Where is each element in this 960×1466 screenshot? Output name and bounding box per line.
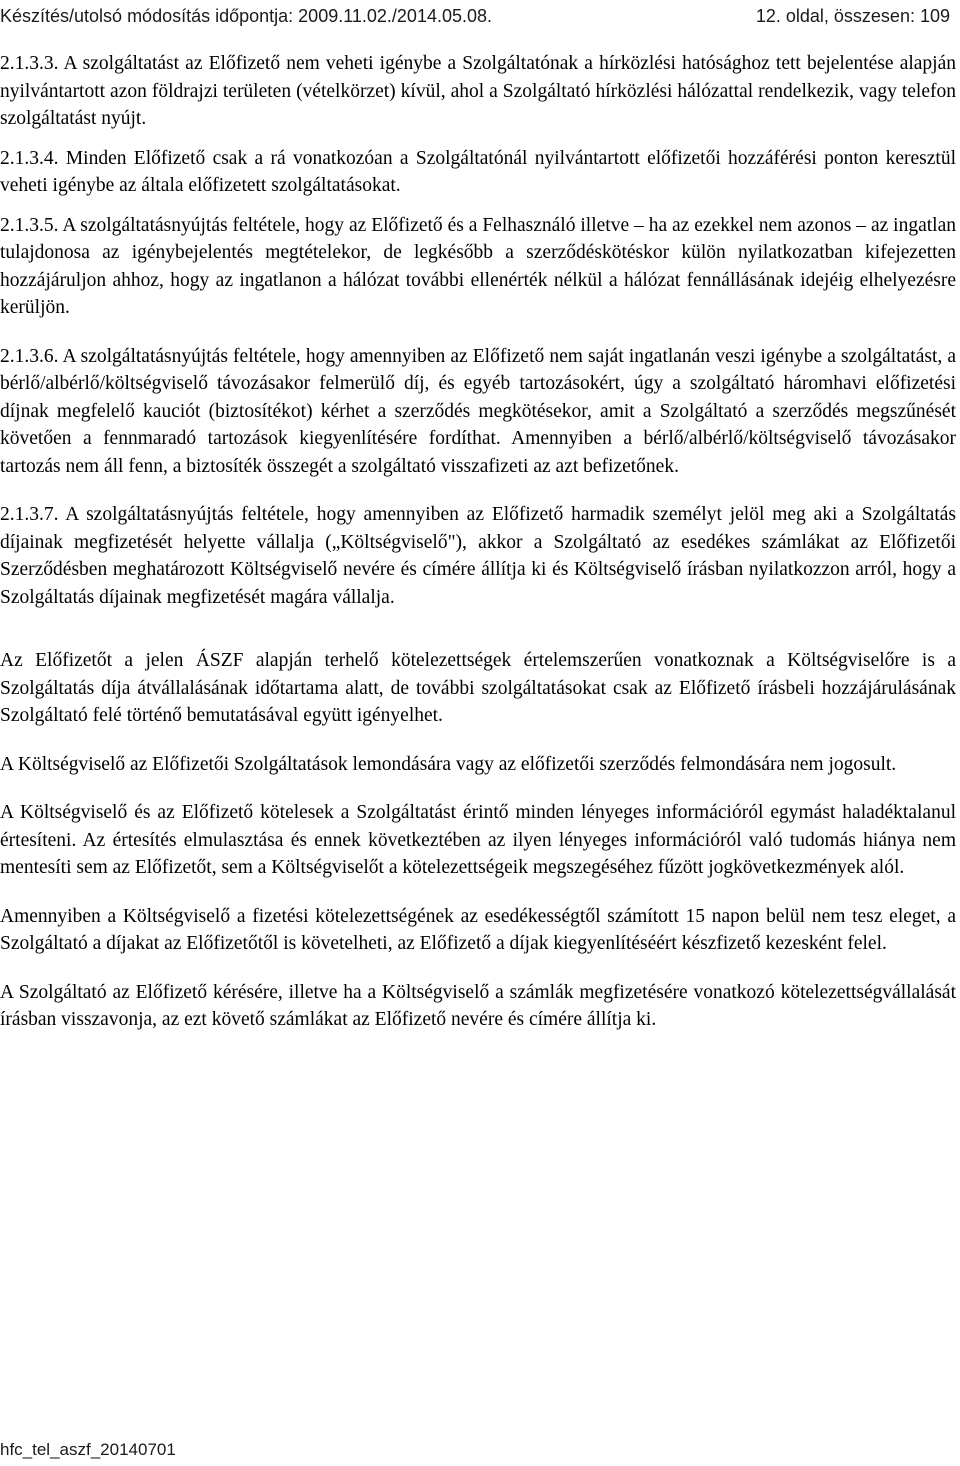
page-footer-doc-id: hfc_tel_aszf_20140701	[0, 1440, 176, 1459]
paragraph-koltsegviselo-obligations: Az Előfizetőt a jelen ÁSZF alapján terhelő kötelezettségek értelemszerűen vonatkoznak a Költségviselőre is a Szolgáltatás díja átvállalásának időtartama alatt, de további szolgáltatásokat csak az Előfizető írásbeli hozzájárulásának Szolgáltató felé történő bemutatásával együtt igényelhet.	[0, 650, 956, 726]
paragraph-mutual-notification: A Költségviselő és az Előfizető kötelesek a Szolgáltatást érintő minden lényeges információról egymást haladéktalanul értesíteni. Az értesítés elmulasztása és ennek következtében az ilyen lényeges információról való tudomás hiánya nem mentesíti sem az Előfizetőt, sem a Költségviselőt a kötelezettségeik megszegéséhez fűzött jogkövetkezmények alól.	[0, 802, 956, 878]
paragraph-2-1-3-4: 2.1.3.4. Minden Előfizető csak a rá vonatkozóan a Szolgáltatónál nyilvántartott előfizetői hozzáférési ponton keresztül veheti igénybe az általa előfizetett szolgáltatásokat.	[0, 147, 956, 196]
document-body	[0, 50, 956, 1055]
header-timestamp: Készítés/utolsó módosítás időpontja: 2009.11.02./2014.05.08.	[0, 6, 493, 26]
paragraph-koltsegviselo-cancellation: A Költségviselő az Előfizetői Szolgáltatások lemondására vagy az előfizetői szerződés felmondására nem jogosult.	[0, 753, 897, 775]
header-page-number: 12. oldal, összesen: 109	[755, 6, 950, 26]
paragraph-2-1-3-5: 2.1.3.5. A szolgáltatásnyújtás feltétele, hogy az Előfizető és a Felhasználó illetve – ha az ezekkel nem azonos – az ingatlan tulajdonosa az igénybejelentés megtételekor, de legkésőbb a szerződéskötéskor külön nyilatkozatban kifejezetten hozzájáruljon ahhoz, hogy az ingatlanon a hálózat további ellenérték nélkül a hálózat fennállásának idejéig elhelyezésre kerüljön.	[0, 214, 956, 318]
paragraph-2-1-3-7: 2.1.3.7. A szolgáltatásnyújtás feltétele, hogy amennyiben az Előfizető harmadik személyt jelöl meg aki a Szolgáltatás díjainak megfizetését helyette vállalja („Költségviselő"), akkor a Szolgáltató az esedékes számlákat az Előfizetői Szerződésben meghatározott Költségviselő nevére és címére állítja ki és Költségviselő írásban nyilatkozzon arról, hogy a Szolgáltatás díjainak megfizetését magára vállalja.	[0, 504, 956, 608]
paragraph-revocation: A Szolgáltató az Előfizető kérésére, illetve ha a Költségviselő a számlák megfizetésére vonatkozó kötelezettségvállalását írásban visszavonja, az ezt követő számlákat az Előfizető nevére és címére állítja ki.	[0, 981, 956, 1030]
paragraph-payment-default: Amennyiben a Költségviselő a fizetési kötelezettségének az esedékességtől számított 15 napon belül nem tesz eleget, a Szolgáltató a díjakat az Előfizetőtől is követelheti, az Előfizető a díjak kiegyenlítéséért készfizető kezesként felel.	[0, 905, 956, 954]
paragraph-2-1-3-3: 2.1.3.3. A szolgáltatást az Előfizető nem veheti igénybe a Szolgáltatónak a hírközlési hatósághoz tett bejelentése alapján nyilvántartott azon földrajzi területen (vételkörzet) kívül, ahol a Szolgáltató hírközlési hálózattal rendelkezik, vagy telefon szolgáltatást nyújt.	[0, 53, 956, 129]
paragraph-2-1-3-6: 2.1.3.6. A szolgáltatásnyújtás feltétele, hogy amennyiben az Előfizető nem saját ingatlanán veszi igénybe a szolgáltatást, a bérlő/albérlő/költségviselő távozásakor felmerülő díj, és egyéb tartozásokért, úgy a szolgáltató háromhavi előfizetési díjnak megfelelő kauciót (biztosítékot) kérhet a szerződés megkötésekor, amit a Szolgáltató a szerződés megszűnését követően a fennmaradó tartozások kiegyenlítésére fordíthat. Amennyiben a bérlő/albérlő/költségviselő távozásakor tartozás nem áll fenn, a biztosíték összegét a szolgáltató visszafizeti az azt befizetőnek.	[0, 345, 956, 477]
page-header	[0, 6, 960, 30]
